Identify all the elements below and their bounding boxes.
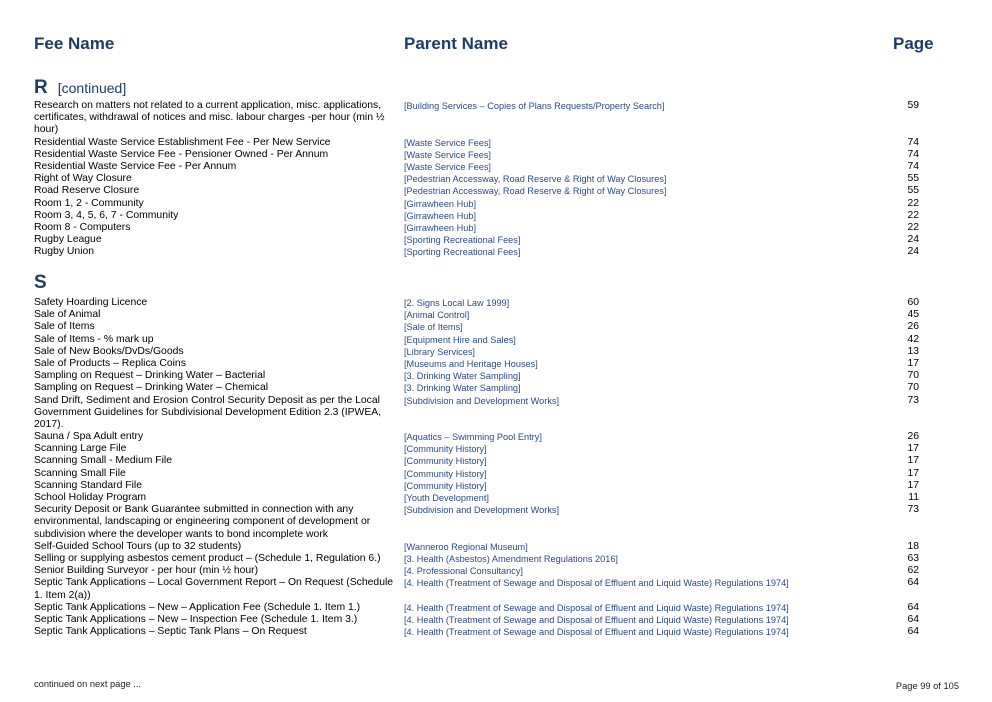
fee-name: Residential Waste Service Establishment Fee - Per New Service [34,136,331,148]
parent-name-link[interactable]: [Equipment Hire and Sales] [404,334,516,345]
page-number-cell: 70 [907,370,919,382]
fee-name: Scanning Large File [34,443,127,455]
fee-name: Scanning Small - Medium File [34,455,173,467]
fee-row [0,185,992,197]
parent-name-link[interactable]: [Girrawheen Hub] [404,198,477,209]
parent-name-link[interactable]: [Sporting Recreational Fees] [404,247,521,258]
fee-name: Research on matters not related to a current application, misc. applications, certificates, withdrawal of notices and misc. labour charges -per hour (min ½ hour) [34,100,385,136]
fee-name: Room 3, 4, 5, 6, 7 - Community [34,209,179,221]
fee-name: Sale of New Books/DvDs/Goods [34,345,184,357]
fee-name: Room 8 - Computers [34,221,131,233]
page-number-cell: 45 [907,309,919,321]
fee-name: Sampling on Request – Drinking Water – Bacterial [34,370,266,382]
parent-name-link[interactable]: [Pedestrian Accessway, Road Reserve & Right of Way Closures] [404,174,667,185]
page-number-cell: 73 [907,504,919,516]
fee-name: Sale of Items [34,321,95,333]
page-number-cell: 17 [907,443,919,455]
page-number-cell: 22 [907,209,919,221]
fee-name: Sale of Products – Replica Coins [34,357,186,369]
parent-name-link[interactable]: [Pedestrian Accessway, Road Reserve & Right of Way Closures] [404,186,667,197]
section-letter: S [34,272,47,293]
page-number-cell: 63 [907,553,919,564]
fee-row [0,321,992,333]
fee-name: Sampling on Request – Drinking Water – Chemical [34,382,269,394]
page-number-cell: 55 [907,185,919,197]
fee-name: Sand Drift, Sediment and Erosion Control Security Deposit as per the Local Government Guidelines for Subdivisional Development Edition 2.3 (IPWEA, 2017). [34,394,382,430]
fee-row [0,234,992,246]
fee-row [0,334,992,346]
fee-row [0,565,992,577]
parent-name-link[interactable]: [4. Health (Treatment of Sewage and Disposal of Effluent and Liquid Waste) Regulations 1974] [404,578,789,589]
page-number-cell: 62 [907,565,919,577]
parent-name-link[interactable]: [Waste Service Fees] [404,149,491,160]
parent-name-link[interactable]: [Building Services – Copies of Plans Requests/Property Search] [404,101,665,111]
parent-name-link[interactable]: [Community History] [404,468,487,479]
fee-name: Scanning Small File [34,467,126,479]
fee-row [0,504,992,541]
parent-name-link[interactable]: [Community History] [404,444,487,455]
page-number-cell: 73 [907,394,919,406]
page-number-cell: 55 [907,173,919,185]
page-number-cell: 24 [907,234,919,246]
fee-name: Senior Building Surveyor - per hour (min ½ hour) [34,565,259,577]
page-header: Page [893,34,934,53]
section-continued-label: [continued] [57,80,127,96]
fee-row [0,149,992,161]
page-number-cell: 17 [907,357,919,369]
column-header [0,34,992,58]
parent-name-link[interactable]: [Sale of Items] [404,322,463,333]
fee-name: Residential Waste Service Fee - Pensioner Owned - Per Annum [34,148,329,160]
fee-row [0,358,992,370]
parent-name-link[interactable]: [Girrawheen Hub] [404,210,477,221]
fee-row [0,370,992,382]
page-number-cell: 70 [907,382,919,394]
fee-row [0,431,992,443]
section-heading-r [34,77,126,99]
fee-row [0,137,992,149]
parent-name-link[interactable]: [Sporting Recreational Fees] [404,235,521,246]
fee-name: Residential Waste Service Fee - Per Annum [34,160,237,172]
section-heading-s [34,272,47,294]
fee-name: Scanning Standard File [34,479,143,491]
fee-row [0,468,992,480]
parent-name-link[interactable]: [Girrawheen Hub] [404,222,477,233]
page-number-cell: 64 [907,613,919,625]
fee-name: Septic Tank Applications – Local Government Report – On Request (Schedule 1. Item 2(a)) [34,577,394,601]
parent-name-link[interactable]: [Community History] [404,456,487,467]
parent-name-link[interactable]: [4. Health (Treatment of Sewage and Disposal of Effluent and Liquid Waste) Regulations 1974] [404,627,789,638]
page-number-cell: 17 [907,479,919,491]
fee-name: Septic Tank Applications – Septic Tank Plans – On Request [34,626,307,638]
fee-name: Septic Tank Applications – New – Application Fee (Schedule 1. Item 1.) [34,601,361,613]
fee-row [0,455,992,467]
page-number-cell: 74 [907,160,919,172]
fee-row [0,161,992,173]
fee-name: Septic Tank Applications – New – Inspection Fee (Schedule 1. Item 3.) [34,613,358,625]
fee-name: Sale of Items - % mark up [34,333,154,345]
page-number-cell: 74 [907,136,919,148]
page-number-cell: 26 [907,321,919,333]
parent-name-link[interactable]: [4. Professional Consultancy] [404,566,523,577]
section-letter: R [34,77,48,98]
fee-row [0,297,992,309]
parent-name-link[interactable]: [Library Services] [404,346,475,357]
parent-name-link[interactable]: [Wanneroo Regional Museum] [404,541,528,552]
page-number-cell: 22 [907,197,919,209]
fee-row [0,210,992,222]
parent-name-link[interactable]: [Youth Development] [404,493,489,504]
fee-row [0,626,992,638]
fee-name: Room 1, 2 - Community [34,197,144,209]
fee-name: Sale of Animal [34,309,101,321]
continued-note: continued on next page ... [34,679,141,689]
fee-row [0,382,992,394]
fee-name: Rugby League [34,234,102,246]
page-number-cell: 74 [907,148,919,160]
fee-row [0,443,992,455]
fee-name: Sauna / Spa Adult entry [34,431,144,443]
page-number-cell: 59 [907,100,919,111]
fee-row [0,100,992,137]
section-r-rows [0,100,992,258]
fee-row [0,602,992,614]
page-number-cell: 60 [907,297,919,308]
section-s-rows [0,297,992,638]
page-number-cell: 64 [907,601,919,613]
parent-name-header: Parent Name [404,34,508,53]
fee-row [0,198,992,210]
parent-name-link[interactable]: [Community History] [404,480,487,491]
page-number-cell: 11 [908,492,919,504]
page-number-cell: 17 [907,467,919,479]
page-number-cell: 13 [907,345,919,357]
parent-name-link[interactable]: [3. Health (Asbestos) Amendment Regulations 2016] [404,554,618,564]
fee-name-header: Fee Name [34,34,115,53]
fee-row [0,541,992,553]
page-number-cell: 42 [907,333,919,345]
fee-row [0,480,992,492]
parent-name-link[interactable]: [3. Drinking Water Sampling] [404,383,521,394]
fee-name: Road Reserve Closure [34,185,140,197]
fee-row [0,492,992,504]
fee-name: Selling or supplying asbestos cement product – (Schedule 1, Regulation 6.) [34,553,381,564]
fee-row [0,614,992,626]
page-number-cell: 26 [907,431,919,443]
page-number-cell: 22 [907,221,919,233]
parent-name-link[interactable]: [Subdivision and Development Works] [404,505,560,516]
fee-name: Right of Way Closure [34,173,132,185]
fee-row [0,309,992,321]
fee-row [0,553,992,565]
page-number-cell: 64 [907,577,919,589]
page-number-cell: 18 [907,540,919,552]
fee-row [0,222,992,234]
parent-name-link[interactable]: [Waste Service Fees] [404,161,491,172]
fee-name: Security Deposit or Bank Guarantee submitted in connection with any environmental, landscaping or engineering component of development or subdivision where the developer wants to bond incomplete work [34,504,371,540]
parent-name-link[interactable]: [4. Health (Treatment of Sewage and Disposal of Effluent and Liquid Waste) Regulations 1974] [404,602,789,613]
parent-name-link[interactable]: [Subdivision and Development Works] [404,395,560,406]
parent-name-link[interactable]: [2. Signs Local Law 1999] [404,298,510,308]
page-number-cell: 64 [907,626,919,638]
fee-name: Rugby Union [34,246,95,258]
parent-name-link[interactable]: [Museums and Heritage Houses] [404,358,538,369]
parent-name-link[interactable]: [Animal Control] [404,310,470,321]
fee-name: Self-Guided School Tours (up to 32 students) [34,540,242,552]
parent-name-link[interactable]: [3. Drinking Water Sampling] [404,371,521,382]
page-number-cell: 17 [907,455,919,467]
parent-name-link[interactable]: [Waste Service Fees] [404,137,491,148]
page-number: Page 99 of 105 [895,681,959,691]
fee-row [0,577,992,601]
parent-name-link[interactable]: [Aquatics – Swimming Pool Entry] [404,432,542,443]
parent-name-link[interactable]: [4. Health (Treatment of Sewage and Disposal of Effluent and Liquid Waste) Regulations 1974] [404,614,789,625]
fee-name: School Holiday Program [34,492,147,504]
fee-name: Safety Hoarding Licence [34,297,148,308]
fee-row [0,346,992,358]
fee-row [0,395,992,432]
fee-row [0,173,992,185]
page-number-cell: 24 [907,246,919,258]
fee-row [0,246,992,258]
